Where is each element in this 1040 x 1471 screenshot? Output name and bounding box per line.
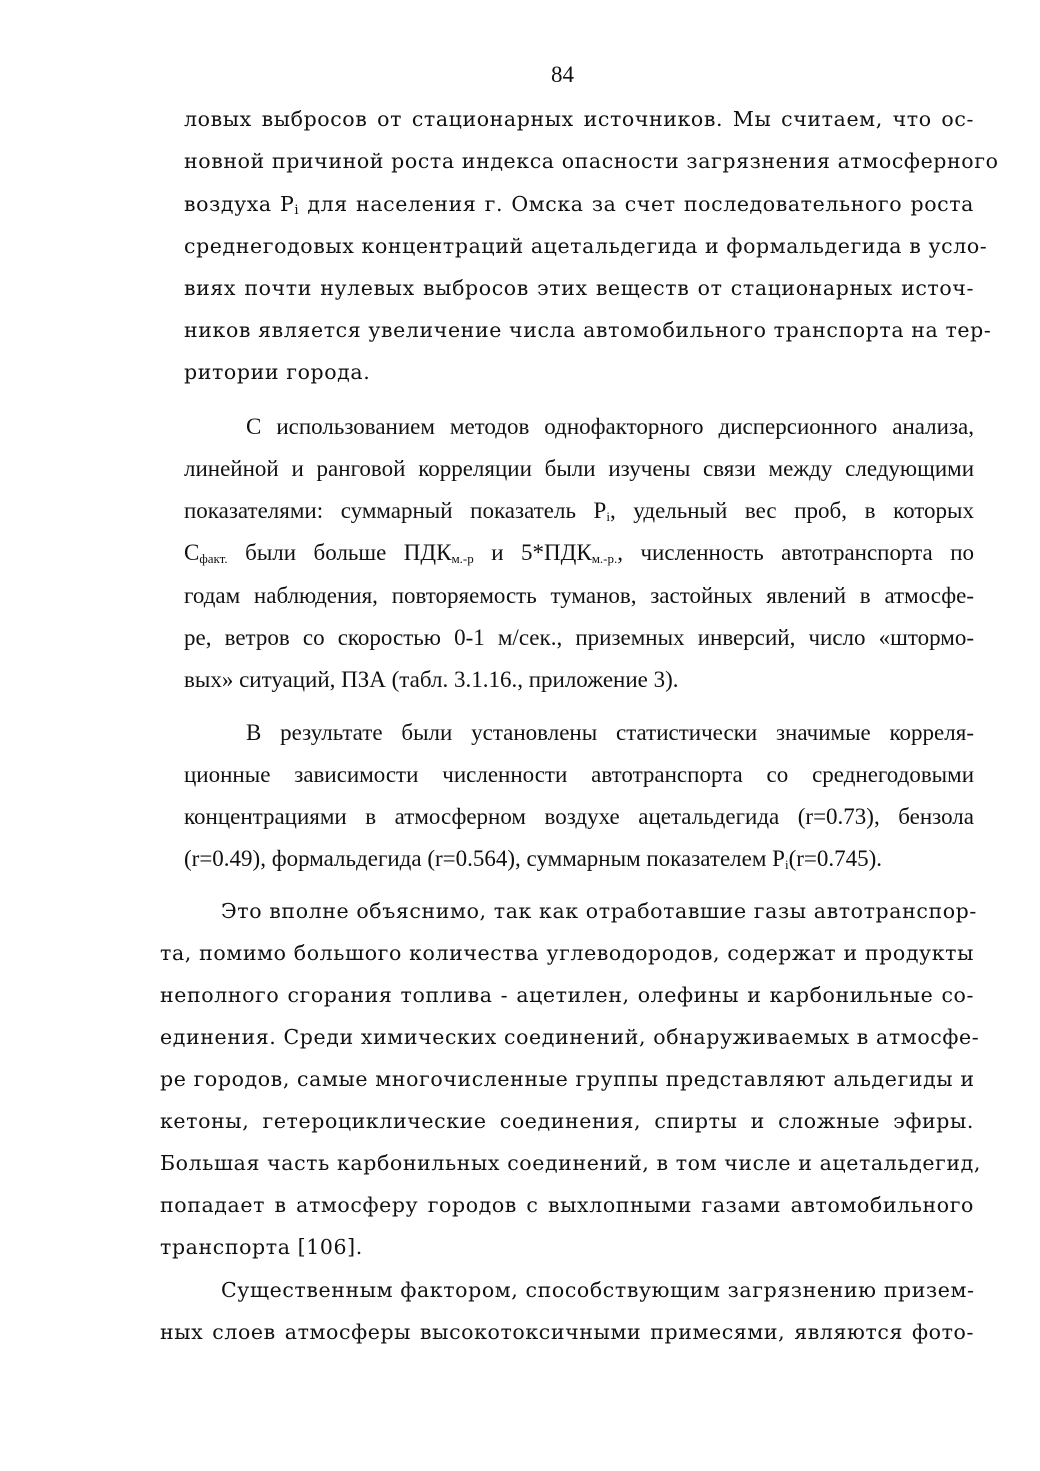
text-line: линейной и ранговой корреляции были изучены связи между следующими bbox=[184, 456, 974, 481]
page-number: 84 bbox=[551, 62, 574, 87]
text-line bbox=[184, 540, 974, 566]
text-line: ционные зависимости численности автотранспорта со среднегодовыми bbox=[184, 762, 974, 787]
text-line bbox=[184, 846, 882, 872]
text-line: среднегодовых концентраций ацетальдегида и формальдегида в усло- bbox=[184, 234, 988, 258]
text-line bbox=[184, 192, 974, 216]
text-span: , удельный вес проб, в которых bbox=[609, 498, 974, 523]
text-span: воздуха P bbox=[184, 192, 295, 216]
text-span: , численность автотранспорта по bbox=[617, 540, 975, 565]
subscript: i bbox=[294, 203, 300, 218]
text-line: В результате были установлены статистически значимые корреля- bbox=[246, 720, 974, 745]
text-span: были больше ПДК bbox=[227, 540, 452, 565]
text-line: Это вполне объяснимо, так как отработавшие газы автотранспор- bbox=[221, 899, 977, 923]
text-line: та, помимо большого количества углеводородов, содержат и продукты bbox=[160, 941, 974, 965]
text-line: годам наблюдения, повторяемость туманов, застойных явлений в атмосфе- bbox=[184, 583, 974, 608]
text-line: неполного сгорания топлива - ацетилен, олефины и карбонильные со- bbox=[160, 983, 974, 1007]
text-span: для населения г. Омска за счет последовательного роста bbox=[299, 192, 974, 216]
text-span: (r=0.49), формальдегида (r=0.564), суммарным показателем P bbox=[184, 846, 785, 871]
text-line: ных слоев атмосферы высокотоксичными примесями, являются фото- bbox=[160, 1320, 974, 1344]
text-line bbox=[184, 498, 974, 524]
text-line: концентрациями в атмосферном воздухе ацетальдегида (r=0.73), бензола bbox=[184, 804, 974, 829]
text-line: единения. Среди химических соединений, обнаруживаемых в атмосфе- bbox=[160, 1025, 980, 1049]
subscript: i bbox=[606, 509, 610, 524]
text-span: показателями: суммарный показатель P bbox=[184, 498, 607, 523]
text-line: ре, ветров со скоростью 0-1 м/сек., приземных инверсий, число «штормо- bbox=[184, 625, 974, 650]
text-line: Существенным фактором, способствующим загрязнению призем- bbox=[221, 1278, 975, 1302]
text-line: ритории города. bbox=[184, 360, 371, 384]
text-line: новной причиной роста индекса опасности загрязнения атмосферного bbox=[184, 149, 999, 173]
text-line: транспорта [106]. bbox=[160, 1235, 363, 1259]
text-line: виях почти нулевых выбросов этих веществ от стационарных источ- bbox=[184, 276, 974, 300]
text-line: ников является увеличение числа автомобильного транспорта на тер- bbox=[184, 318, 992, 342]
text-line: кетоны, гетероциклические соединения, спирты и сложные эфиры. bbox=[160, 1109, 974, 1133]
text-line: попадает в атмосферу городов с выхлопными газами автомобильного bbox=[160, 1193, 974, 1217]
text-span: и 5*ПДК bbox=[473, 540, 592, 565]
subscript: м.-р bbox=[451, 551, 474, 566]
text-span: C bbox=[184, 540, 200, 565]
text-line: ре городов, самые многочисленные группы представляют альдегиды и bbox=[160, 1067, 975, 1091]
text-line: Большая часть карбонильных соединений, в том числе и ацетальдегид, bbox=[160, 1151, 981, 1175]
subscript: i bbox=[784, 857, 789, 872]
text-line: С использованием методов однофакторного дисперсионного анализа, bbox=[246, 414, 974, 439]
text-span: (r=0.745). bbox=[788, 846, 883, 871]
subscript: факт. bbox=[199, 551, 228, 566]
text-line: вых» ситуаций, ПЗА (табл. 3.1.16., приложение 3). bbox=[184, 667, 679, 692]
subscript: м.-р. bbox=[591, 551, 618, 566]
text-line: ловых выбросов от стационарных источников. Мы считаем, что ос- bbox=[184, 107, 974, 131]
